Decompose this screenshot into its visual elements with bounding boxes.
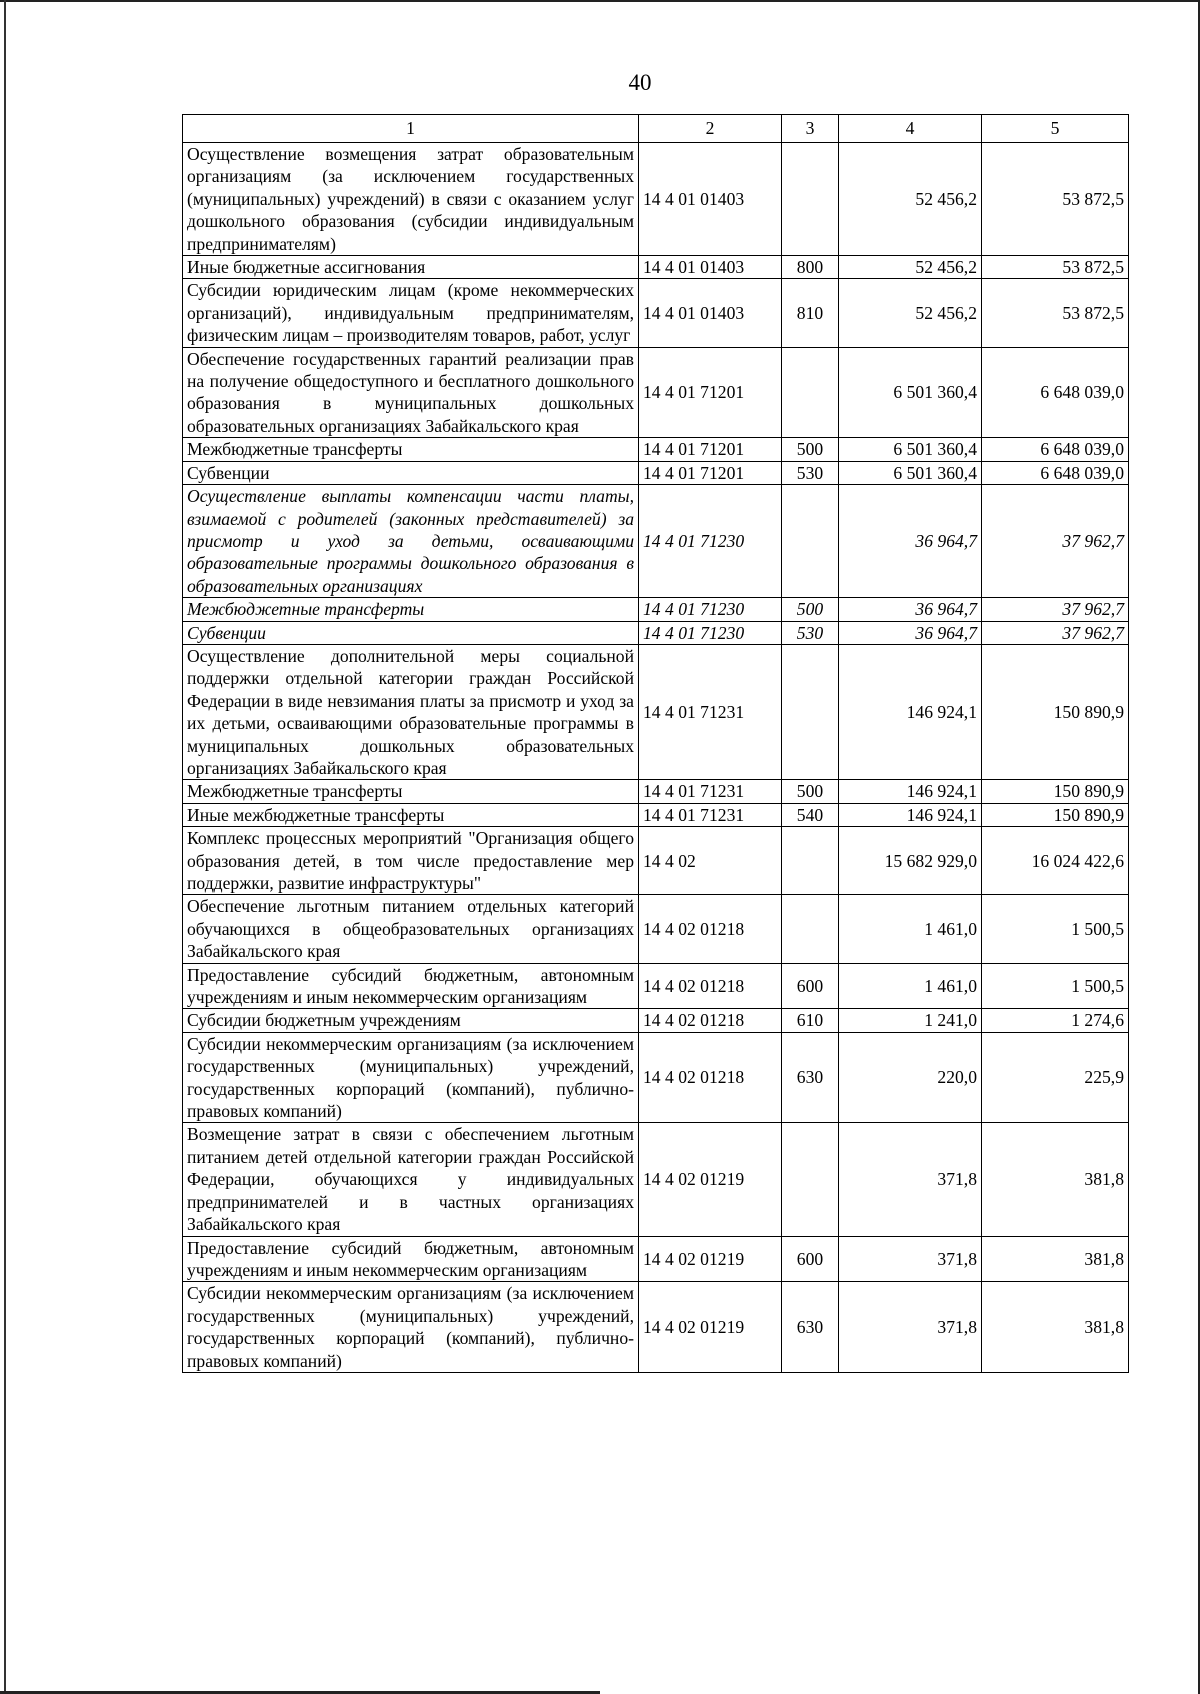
row-expense-type-cell	[782, 347, 839, 438]
row-code-cell: 14 4 01 71230	[639, 621, 782, 644]
row-amount-col5-cell: 37 962,7	[982, 598, 1129, 621]
row-expense-type-cell: 810	[782, 279, 839, 347]
table-row	[183, 1009, 1129, 1032]
row-code-cell: 14 4 01 01403	[639, 256, 782, 279]
row-amount-col5-cell: 381,8	[982, 1282, 1129, 1373]
row-expense-type-cell: 500	[782, 598, 839, 621]
row-amount-col4-cell: 371,8	[839, 1123, 982, 1236]
row-expense-type-cell: 610	[782, 1009, 839, 1032]
row-code-cell: 14 4 01 71201	[639, 347, 782, 438]
row-expense-type-cell	[782, 1123, 839, 1236]
row-code-cell: 14 4 01 01403	[639, 279, 782, 347]
row-amount-col5-cell: 1 500,5	[982, 895, 1129, 963]
row-amount-col5-cell: 6 648 039,0	[982, 438, 1129, 461]
table-row	[183, 1123, 1129, 1236]
row-amount-col5-cell: 37 962,7	[982, 621, 1129, 644]
row-amount-col5-cell: 1 274,6	[982, 1009, 1129, 1032]
row-code-cell: 14 4 01 71231	[639, 780, 782, 803]
row-name-cell: Субсидии бюджетным учреждениям	[183, 1009, 639, 1032]
row-expense-type-cell: 540	[782, 803, 839, 826]
row-code-cell: 14 4 01 71231	[639, 644, 782, 779]
row-expense-type-cell	[782, 143, 839, 256]
row-amount-col5-cell: 150 890,9	[982, 780, 1129, 803]
row-amount-col4-cell: 52 456,2	[839, 143, 982, 256]
row-amount-col4-cell: 1 461,0	[839, 895, 982, 963]
row-expense-type-cell: 530	[782, 461, 839, 484]
row-name-cell: Межбюджетные трансферты	[183, 438, 639, 461]
row-code-cell: 14 4 02 01219	[639, 1123, 782, 1236]
header-col-2: 2	[639, 115, 782, 143]
table-row	[183, 780, 1129, 803]
scan-edge-top	[0, 0, 1200, 2]
row-expense-type-cell: 800	[782, 256, 839, 279]
row-code-cell: 14 4 02 01218	[639, 895, 782, 963]
row-name-cell: Иные бюджетные ассигнования	[183, 256, 639, 279]
row-expense-type-cell	[782, 485, 839, 598]
table-row	[183, 279, 1129, 347]
row-name-cell: Обеспечение льготным питанием отдельных категорий обучающихся в общеобразовательных организациях Забайкальского края	[183, 895, 639, 963]
row-name-cell: Межбюджетные трансферты	[183, 780, 639, 803]
row-amount-col4-cell: 1 241,0	[839, 1009, 982, 1032]
row-amount-col4-cell: 36 964,7	[839, 485, 982, 598]
row-amount-col4-cell: 146 924,1	[839, 803, 982, 826]
table-body	[183, 143, 1129, 1373]
row-amount-col4-cell: 6 501 360,4	[839, 347, 982, 438]
row-amount-col4-cell: 52 456,2	[839, 279, 982, 347]
row-expense-type-cell: 530	[782, 621, 839, 644]
row-amount-col5-cell: 37 962,7	[982, 485, 1129, 598]
row-name-cell: Предоставление субсидий бюджетным, автономным учреждениям и иным некоммерческим организациям	[183, 963, 639, 1009]
table-row	[183, 461, 1129, 484]
header-row	[183, 115, 1129, 143]
row-amount-col4-cell: 146 924,1	[839, 780, 982, 803]
table-row	[183, 256, 1129, 279]
row-code-cell: 14 4 02 01218	[639, 963, 782, 1009]
table-row	[183, 621, 1129, 644]
budget-table	[182, 114, 1129, 1373]
row-amount-col5-cell: 6 648 039,0	[982, 461, 1129, 484]
scan-edge-left	[4, 0, 6, 1694]
row-name-cell: Субсидии некоммерческим организациям (за исключением государственных (муниципальных) учреждений, государственных корпораций (компаний), публично-правовых компаний)	[183, 1282, 639, 1373]
row-code-cell: 14 4 02 01219	[639, 1236, 782, 1282]
table-row	[183, 803, 1129, 826]
row-expense-type-cell: 600	[782, 1236, 839, 1282]
row-expense-type-cell: 630	[782, 1032, 839, 1123]
row-amount-col5-cell: 1 500,5	[982, 963, 1129, 1009]
row-amount-col5-cell: 150 890,9	[982, 803, 1129, 826]
row-amount-col4-cell: 146 924,1	[839, 644, 982, 779]
row-code-cell: 14 4 01 71231	[639, 803, 782, 826]
row-amount-col5-cell: 225,9	[982, 1032, 1129, 1123]
row-name-cell: Обеспечение государственных гарантий реализации прав на получение общедоступного и бесплатного дошкольного образования в муниципальных дошкольных образовательных организациях Забайкальского края	[183, 347, 639, 438]
row-code-cell: 14 4 02 01218	[639, 1009, 782, 1032]
row-amount-col5-cell: 381,8	[982, 1236, 1129, 1282]
row-name-cell: Субвенции	[183, 461, 639, 484]
row-amount-col5-cell: 150 890,9	[982, 644, 1129, 779]
row-amount-col5-cell: 53 872,5	[982, 143, 1129, 256]
row-name-cell: Субвенции	[183, 621, 639, 644]
table-row	[183, 1032, 1129, 1123]
row-amount-col4-cell: 6 501 360,4	[839, 438, 982, 461]
row-expense-type-cell	[782, 895, 839, 963]
table-row	[183, 827, 1129, 895]
row-code-cell: 14 4 01 71201	[639, 438, 782, 461]
table-row	[183, 1282, 1129, 1373]
row-code-cell: 14 4 01 01403	[639, 143, 782, 256]
row-code-cell: 14 4 01 71201	[639, 461, 782, 484]
row-amount-col5-cell: 16 024 422,6	[982, 827, 1129, 895]
table-row	[183, 644, 1129, 779]
table-row	[183, 963, 1129, 1009]
table-row	[183, 347, 1129, 438]
row-amount-col4-cell: 36 964,7	[839, 621, 982, 644]
row-amount-col4-cell: 6 501 360,4	[839, 461, 982, 484]
header-col-5: 5	[982, 115, 1129, 143]
row-amount-col5-cell: 381,8	[982, 1123, 1129, 1236]
table-row	[183, 1236, 1129, 1282]
row-code-cell: 14 4 02 01219	[639, 1282, 782, 1373]
row-name-cell: Субсидии некоммерческим организациям (за исключением государственных (муниципальных) учреждений, государственных корпораций (компаний), публично-правовых компаний)	[183, 1032, 639, 1123]
row-amount-col4-cell: 220,0	[839, 1032, 982, 1123]
row-name-cell: Осуществление дополнительной меры социальной поддержки отдельной категории граждан Российской Федерации в виде невзимания платы за присмотр и уход за их детьми, осваивающими образовательные программы в муниципальных дошкольных образовательных организациях Забайкальского края	[183, 644, 639, 779]
row-name-cell: Осуществление выплаты компенсации части платы, взимаемой с родителей (законных представителей) за присмотр и уход за детьми, осваивающими образовательные программы дошкольного образования в образовательных организациях	[183, 485, 639, 598]
row-amount-col4-cell: 36 964,7	[839, 598, 982, 621]
row-code-cell: 14 4 01 71230	[639, 598, 782, 621]
page-number: 40	[628, 70, 652, 95]
table-row	[183, 438, 1129, 461]
row-name-cell: Осуществление возмещения затрат образовательным организациям (за исключением государственных (муниципальных) учреждений) в связи с оказанием услуг дошкольного образования (субсидии индивидуальным предпринимателям)	[183, 143, 639, 256]
row-expense-type-cell: 500	[782, 780, 839, 803]
row-name-cell: Возмещение затрат в связи с обеспечением льготным питанием детей отдельной категории граждан Российской Федерации, обучающихся у индивидуальных предпринимателей и в частных организациях Забайкальского края	[183, 1123, 639, 1236]
row-code-cell: 14 4 02	[639, 827, 782, 895]
row-amount-col4-cell: 371,8	[839, 1282, 982, 1373]
row-amount-col5-cell: 6 648 039,0	[982, 347, 1129, 438]
row-name-cell: Межбюджетные трансферты	[183, 598, 639, 621]
row-amount-col4-cell: 371,8	[839, 1236, 982, 1282]
table-row	[183, 598, 1129, 621]
row-name-cell: Комплекс процессных мероприятий "Организация общего образования детей, в том числе предоставление мер поддержки, развитие инфраструктуры"	[183, 827, 639, 895]
row-amount-col5-cell: 53 872,5	[982, 256, 1129, 279]
row-expense-type-cell	[782, 644, 839, 779]
row-name-cell: Предоставление субсидий бюджетным, автономным учреждениям и иным некоммерческим организациям	[183, 1236, 639, 1282]
row-amount-col4-cell: 1 461,0	[839, 963, 982, 1009]
row-amount-col4-cell: 15 682 929,0	[839, 827, 982, 895]
row-expense-type-cell	[782, 827, 839, 895]
row-amount-col4-cell: 52 456,2	[839, 256, 982, 279]
row-name-cell: Субсидии юридическим лицам (кроме некоммерческих организаций), индивидуальным предпринимателям, физическим лицам – производителям товаров, работ, услуг	[183, 279, 639, 347]
row-code-cell: 14 4 01 71230	[639, 485, 782, 598]
table-row	[183, 143, 1129, 256]
row-expense-type-cell: 500	[782, 438, 839, 461]
table-row	[183, 895, 1129, 963]
row-expense-type-cell: 630	[782, 1282, 839, 1373]
table-row	[183, 485, 1129, 598]
header-col-1: 1	[183, 115, 639, 143]
row-amount-col5-cell: 53 872,5	[982, 279, 1129, 347]
header-col-4: 4	[839, 115, 982, 143]
row-name-cell: Иные межбюджетные трансферты	[183, 803, 639, 826]
row-code-cell: 14 4 02 01218	[639, 1032, 782, 1123]
header-col-3: 3	[782, 115, 839, 143]
row-expense-type-cell: 600	[782, 963, 839, 1009]
